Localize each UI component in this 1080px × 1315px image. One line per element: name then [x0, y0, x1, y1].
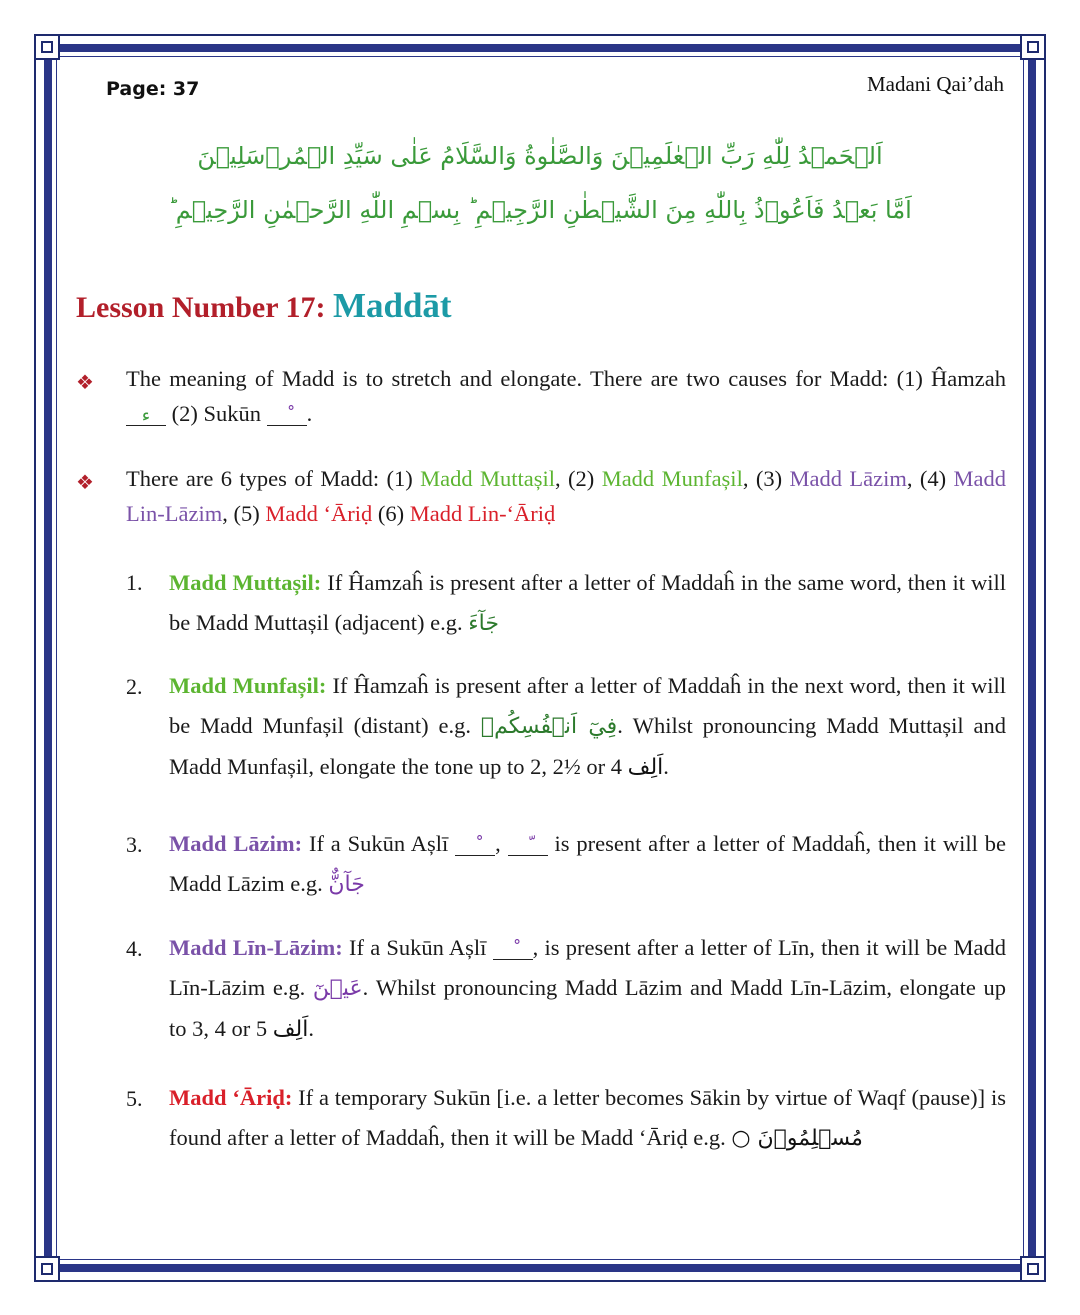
text: . — [308, 1016, 314, 1041]
arabic-example: فِيٓ اَنۡفُسِكُمۡ — [480, 714, 618, 739]
type-madd-arid: Madd ‘Āriḍ — [265, 501, 373, 526]
lesson-title: Maddāt — [332, 286, 452, 325]
corner-ornament-top-right — [1020, 34, 1046, 60]
type-madd-lin-lazim: Madd Lin-Lāzim — [126, 466, 1006, 526]
text: , (3) — [742, 466, 790, 491]
type-madd-muttasil: Madd Muttașil — [420, 466, 556, 491]
text: If a Sukūn Așlī — [302, 831, 456, 856]
item-madd-muttasil — [169, 563, 1006, 644]
text: The meaning of Madd is to stretch and elongate. There are two causes for Madd: (1) Ĥamzah — [126, 366, 1006, 391]
item-term: Madd ‘Āriḍ: — [169, 1085, 293, 1110]
bullet-paragraph-types — [126, 461, 1006, 531]
bullet-icon: ❖ — [76, 472, 94, 494]
text: If a Sukūn Așlī — [342, 935, 493, 960]
item-number: 4. — [126, 936, 143, 961]
sukun-mark — [455, 837, 495, 856]
book-title: Madani Qai’dah — [866, 72, 1004, 96]
text: . — [663, 754, 669, 779]
item-term: Madd Munfașil: — [169, 673, 327, 698]
text: If a temporary Sukūn [i.e. a letter becomes Sākin by virtue of Waqf (pause)] is found after a letter of Maddaĥ, then it will be Madd ‘Āriḍ e.g. — [169, 1085, 1006, 1150]
hamzah-mark: ء — [126, 407, 166, 426]
arabic-example: مُسۡلِمُوۡنَ ○ — [731, 1126, 863, 1151]
page-number: Page: 37 — [106, 78, 200, 100]
arabic-example: عَيۡنٓ — [312, 976, 363, 1001]
type-madd-lazim: Madd Lāzim — [789, 466, 907, 491]
arabic-alif: اَلِف — [627, 755, 664, 780]
text: If Ĥamzaĥ is present after a letter of Maddaĥ in the same word, then it will be Madd Muttașil (adjacent) e.g. — [169, 570, 1006, 635]
arabic-invocation-line-1: اَلۡحَمۡدُ لِلّٰهِ رَبِّ الۡعٰلَمِيۡنَ وَالصَّلٰوةُ وَالسَّلَامُ عَلٰى سَيِّدِ الۡمُرۡسَلِيۡنَ — [197, 142, 883, 170]
item-term: Madd Lāzim: — [169, 831, 303, 856]
text: . — [306, 401, 313, 426]
text: , (2) — [555, 466, 602, 491]
arabic-invocation-line-2: اَمَّا بَعۡدُ فَاَعُوۡذُ بِاللّٰهِ مِنَ الشَّيۡطٰنِ الرَّجِيۡمِ ؕ بِسۡمِ اللّٰهِ الرَّحۡمٰنِ الرَّحِيۡمِ ؕ — [168, 196, 912, 224]
bullet-icon: ❖ — [76, 372, 94, 394]
lesson-label: Lesson Number 17: — [76, 291, 326, 324]
arabic-example: جَآءَ — [468, 611, 499, 636]
type-madd-lin-arid: Madd Lin-‘Āriḍ — [409, 501, 556, 526]
arabic-alif: اَلِف — [272, 1017, 309, 1042]
item-term: Madd Muttașil: — [169, 570, 322, 595]
text: is present after a letter of Maddaĥ, then it will be Madd Lāzim e.g. — [169, 831, 1006, 896]
text: (2) Sukūn — [166, 401, 267, 426]
sukun-mark — [267, 407, 307, 426]
text: (6) — [372, 501, 410, 526]
lesson-heading — [76, 286, 452, 326]
text: , (4) — [906, 466, 954, 491]
item-madd-arid — [169, 1078, 1006, 1159]
item-term: Madd Līn-Lāzim: — [169, 935, 343, 960]
text: There are 6 types of Madd: (1) — [126, 466, 421, 491]
arabic-example: جَآنٌّ — [328, 872, 365, 897]
text: . Whilst pronouncing Madd Lāzim and Madd Līn-Lāzim, elongate up to 3, 4 or 5 — [169, 975, 1006, 1041]
corner-ornament-bottom-right — [1020, 1256, 1046, 1282]
sukun-mark — [493, 941, 533, 960]
corner-ornament-top-left — [34, 34, 60, 60]
type-madd-munfasil: Madd Munfașil — [601, 466, 743, 491]
item-madd-munfasil — [169, 666, 1006, 788]
item-number: 5. — [126, 1086, 143, 1111]
bullet-paragraph-meaning — [126, 361, 1006, 431]
text: , is present after a letter of Līn, then it will be Madd Līn-Lāzim e.g. — [169, 935, 1007, 1000]
item-number: 2. — [126, 674, 143, 699]
corner-ornament-bottom-left — [34, 1256, 60, 1282]
text: , — [495, 831, 508, 856]
text: . Whilst pronouncing Madd Muttașil and Madd Munfașil, elongate the tone up to 2, 2½ or 4 — [169, 713, 1006, 779]
text: If Ĥamzaĥ is present after a letter of Maddaĥ in the next word, then it will be Madd Munfașil (distant) e.g. — [169, 673, 1006, 738]
shaddah-mark — [508, 837, 548, 856]
item-madd-lin-lazim — [169, 928, 1006, 1050]
item-number: 1. — [126, 570, 143, 595]
text: , (5) — [222, 501, 266, 526]
item-number: 3. — [126, 832, 143, 857]
item-madd-lazim — [169, 824, 1006, 905]
